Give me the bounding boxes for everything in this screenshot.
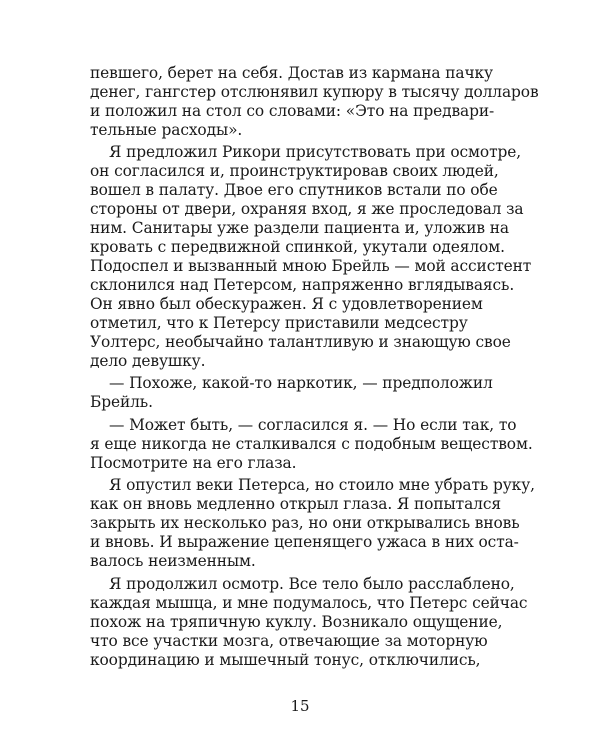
text-line: — Похоже, какой-то наркотик, — предположил bbox=[109, 374, 493, 392]
text-line: кровать с передвижной спинкой, укутали одеялом. bbox=[90, 238, 505, 256]
text-line: что все участки мозга, отвечающие за моторную bbox=[90, 632, 488, 650]
text-line: денег, гангстер отслюнявил купюру в тысячу долларов bbox=[90, 83, 539, 101]
text-line: и вновь. И выражение цепенящего ужаса в них оста- bbox=[90, 533, 519, 551]
text-line: вошел в палату. Двое его спутников встали по обе bbox=[90, 181, 498, 199]
text-line: Я продолжил осмотр. Все тело было расслаблено, bbox=[109, 575, 515, 593]
text-line: отметил, что к Петерсу приставили медсестру bbox=[90, 314, 468, 332]
text-line: как он вновь медленно открыл глаза. Я попытался bbox=[90, 495, 501, 513]
text-line: — Может быть, — согласился я. — Но если так, то bbox=[109, 416, 517, 434]
page-number: 15 bbox=[290, 697, 310, 715]
text-line: Брейль. bbox=[90, 393, 153, 411]
text-line: певшего, берет на себя. Достав из кармана пачку bbox=[90, 64, 494, 82]
text-line: каждая мышца, и мне подумалось, что Петерс сейчас bbox=[90, 594, 528, 612]
text-line: валось неизменным. bbox=[90, 552, 256, 570]
text-line: стороны от двери, охраняя вход, я же проследовал за bbox=[90, 200, 524, 218]
text-line: тельные расходы». bbox=[90, 121, 243, 139]
text-line: дело девушку. bbox=[90, 352, 206, 370]
text-line: ним. Санитары уже раздели пациента и, уложив на bbox=[90, 219, 509, 237]
text-line: Он явно был обескуражен. Я с удовлетворением bbox=[90, 295, 483, 313]
text-line: Я предложил Рикори присутствовать при осмотре, bbox=[109, 143, 522, 161]
text-line: Я опустил веки Петерса, но стоило мне убрать руку, bbox=[109, 476, 535, 494]
text-line: он согласился и, проинструктировав своих людей, bbox=[90, 162, 499, 180]
text-line: Посмотрите на его глаза. bbox=[90, 454, 297, 472]
text-line: и положил на стол со словами: «Это на предвари- bbox=[90, 102, 495, 120]
text-line: координацию и мышечный тонус, отключились, bbox=[90, 651, 481, 669]
text-line: закрыть их несколько раз, но они открывались вновь bbox=[90, 514, 520, 532]
text-line: склонился над Петерсом, напряженно вглядываясь. bbox=[90, 276, 515, 294]
text-line: Подоспел и вызванный мною Брейль — мой ассистент bbox=[90, 257, 532, 275]
text-line: я еще никогда не сталкивался с подобным веществом. bbox=[90, 435, 533, 453]
text-line: Уолтерс, необычайно талантливую и знающую свое bbox=[90, 333, 511, 351]
text-line: похож на тряпичную куклу. Возникало ощущение, bbox=[90, 613, 503, 631]
